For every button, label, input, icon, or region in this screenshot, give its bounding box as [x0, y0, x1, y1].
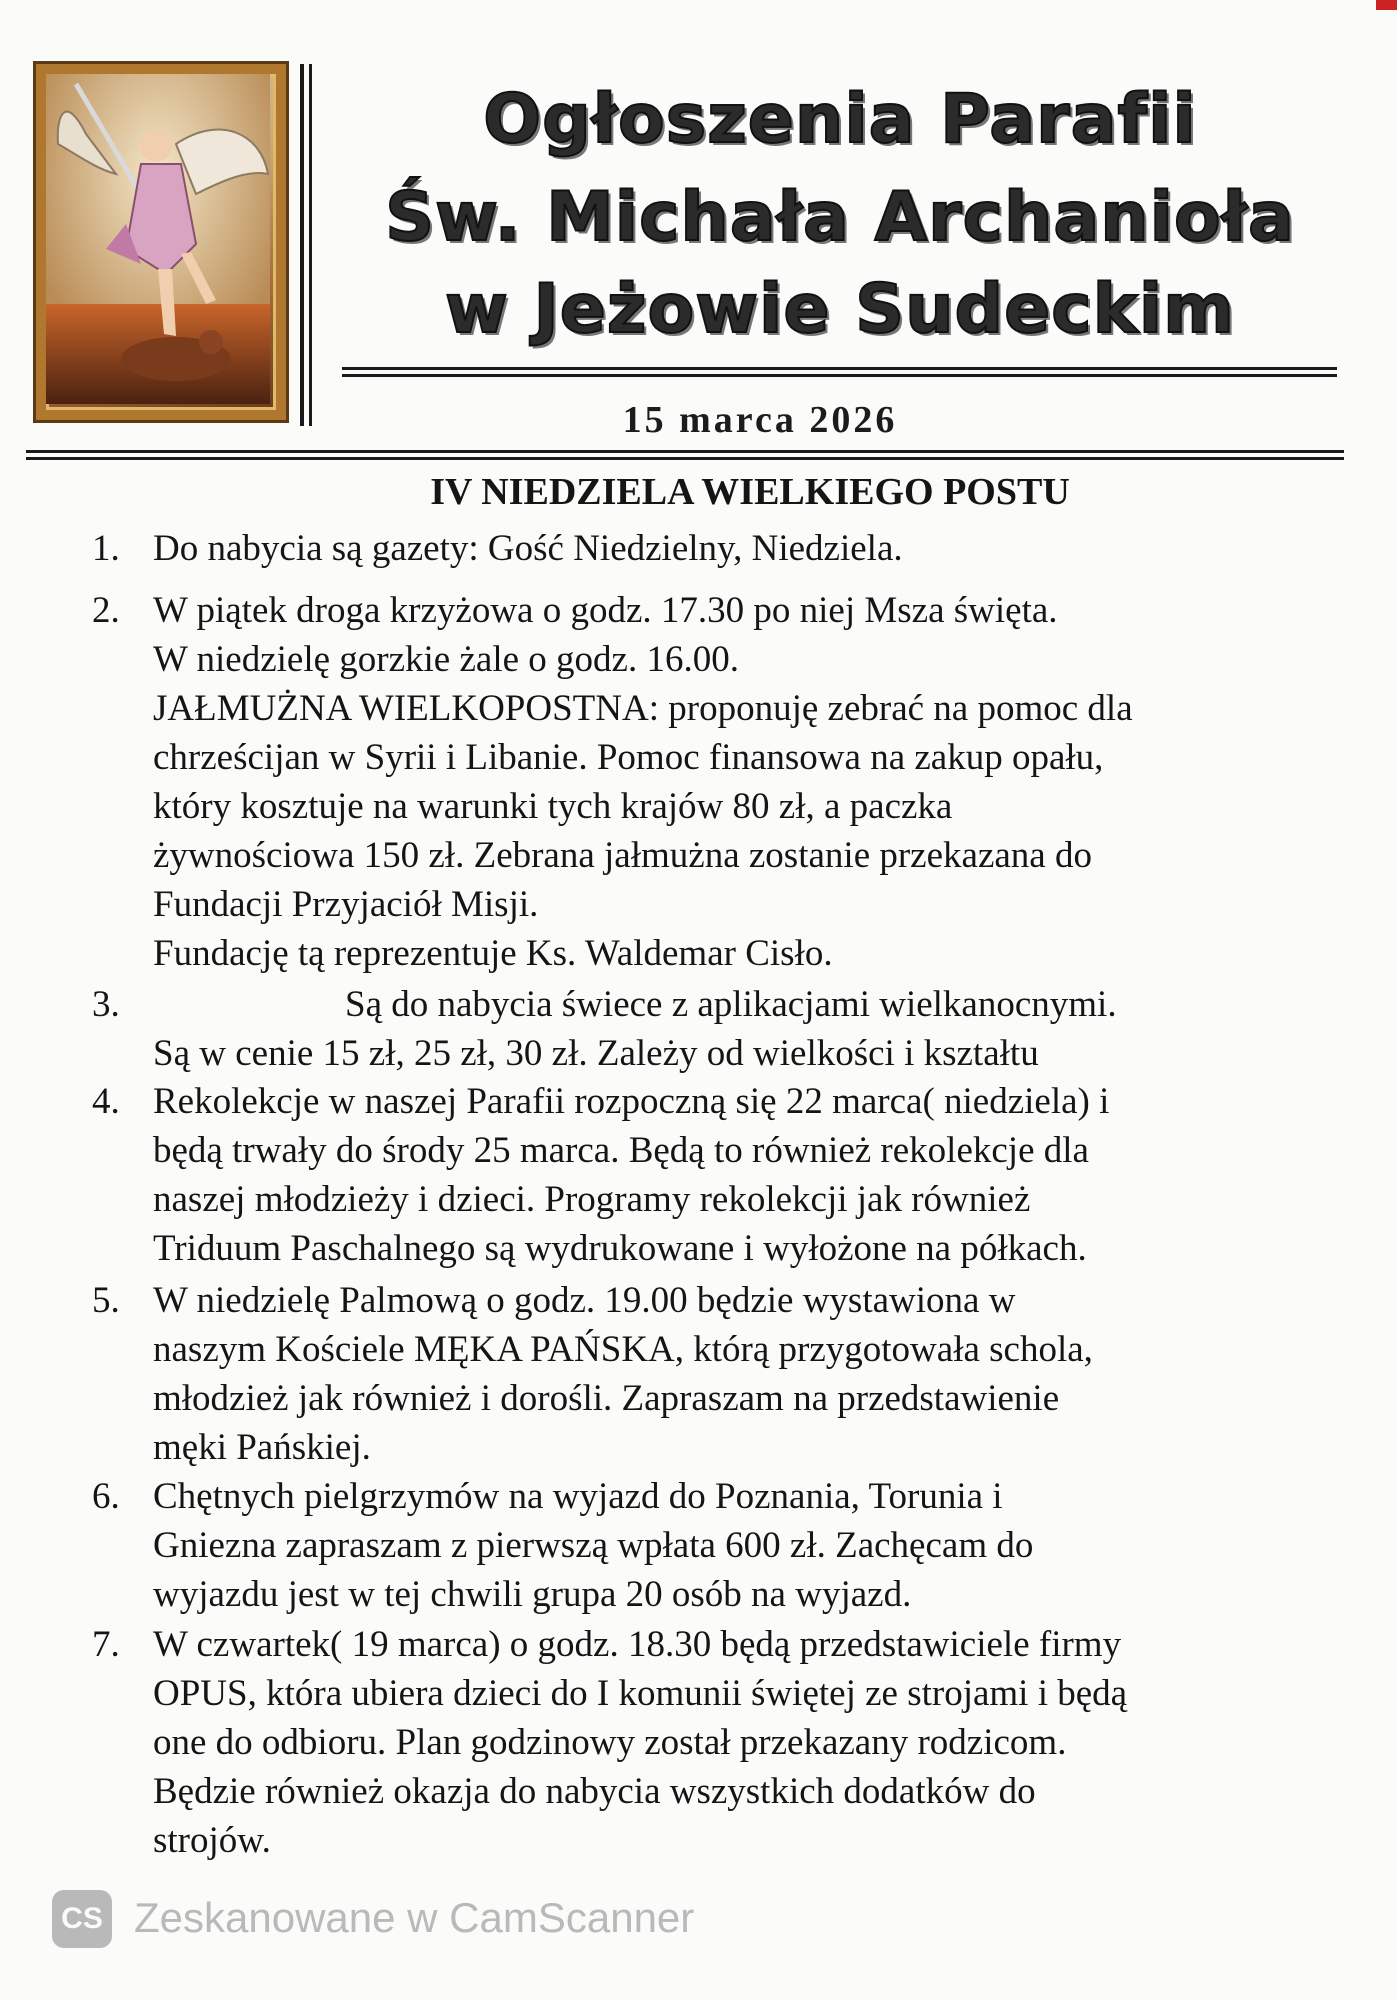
announcement-line: żywnościowa 150 zł. Zebrana jałmużna zostanie przekazana do [153, 835, 1092, 876]
announcement-number: 7. [92, 1624, 120, 1665]
bulletin-date: 15 marca 2026 [622, 399, 898, 441]
announcement-line: chrześcijan w Syrii i Libanie. Pomoc finansowa na zakup opału, [153, 737, 1104, 778]
announcement-line: strojów. [153, 1820, 271, 1861]
sunday-heading: IV NIEDZIELA WIELKIEGO POSTU [430, 471, 1070, 513]
announcement-line: W czwartek( 19 marca) o godz. 18.30 będą przedstawiciele firmy [153, 1624, 1122, 1665]
title-underline [342, 367, 1337, 377]
header-divider-vertical [309, 64, 312, 426]
announcement-line: W niedzielę gorzkie żale o godz. 16.00. [153, 639, 739, 680]
announcement-line: Do nabycia są gazety: Gość Niedzielny, Niedziela. [153, 528, 903, 569]
announcement-line: Fundacji Przyjaciół Misji. [153, 884, 539, 925]
announcement-line: W niedzielę Palmową o godz. 19.00 będzie wystawiona w [153, 1280, 1016, 1321]
announcement-line: JAŁMUŻNA WIELKOPOSTNA: proponuję zebrać na pomoc dla [153, 688, 1133, 729]
announcement-line: Fundację tą reprezentuje Ks. Waldemar Cisło. [153, 933, 833, 974]
announcement-number: 6. [92, 1476, 120, 1517]
announcement-number: 2. [92, 590, 120, 631]
title-line-2: Św. Michała Archanioła [385, 178, 1295, 257]
camscanner-logo-icon: CS [52, 1890, 112, 1948]
title-line-1: Ogłoszenia Parafii [483, 80, 1197, 159]
announcement-line: Są w cenie 15 zł, 25 zł, 30 zł. Zależy od wielkości i kształtu [153, 1033, 1039, 1074]
announcement-number: 3. [92, 984, 120, 1025]
announcement-line: naszym Kościele MĘKA PAŃSKA, którą przygotowała schola, [153, 1329, 1093, 1370]
announcement-line: Są do nabycia świece z aplikacjami wielkanocnymi. [345, 984, 1117, 1025]
header-bottom-rule [26, 450, 1344, 460]
announcement-line: one do odbioru. Plan godzinowy został przekazany rodzicom. [153, 1722, 1067, 1763]
announcement-line: Będzie również okazja do nabycia wszystkich dodatków do [153, 1771, 1036, 1812]
st-michael-icon [36, 64, 286, 420]
announcement-line: męki Pańskiej. [153, 1427, 371, 1468]
corner-mark [1376, 0, 1397, 10]
announcement-line: będą trwały do środy 25 marca. Będą to również rekolekcje dla [153, 1130, 1089, 1171]
title-line-3: w Jeżowie Sudeckim [444, 270, 1235, 349]
announcement-line: naszej młodzieży i dzieci. Programy rekolekcji jak również [153, 1179, 1031, 1220]
announcement-line: Gniezna zapraszam z pierwszą wpłata 600 zł. Zachęcam do [153, 1525, 1034, 1566]
announcement-number: 4. [92, 1081, 120, 1122]
announcement-line: OPUS, która ubiera dzieci do I komunii świętej ze strojami i będą [153, 1673, 1128, 1714]
announcement-line: W piątek droga krzyżowa o godz. 17.30 po niej Msza święta. [153, 590, 1058, 631]
announcement-line: Chętnych pielgrzymów na wyjazd do Poznania, Torunia i [153, 1476, 1003, 1517]
announcement-line: młodzież jak również i dorośli. Zapraszam na przedstawienie [153, 1378, 1060, 1419]
announcement-line: wyjazdu jest w tej chwili grupa 20 osób na wyjazd. [153, 1574, 912, 1615]
announcement-number: 1. [92, 528, 120, 569]
header-divider-vertical [300, 64, 304, 426]
camscanner-text: Zeskanowane w CamScanner [134, 1894, 695, 1941]
archangel-painting-icon [46, 74, 270, 404]
announcement-number: 5. [92, 1280, 120, 1321]
announcement-line: Triduum Paschalnego są wydrukowane i wyłożone na półkach. [153, 1228, 1087, 1269]
announcement-line: Rekolekcje w naszej Parafii rozpoczną się 22 marca( niedziela) i [153, 1081, 1110, 1122]
announcement-line: który kosztuje na warunki tych krajów 80 zł, a paczka [153, 786, 953, 827]
